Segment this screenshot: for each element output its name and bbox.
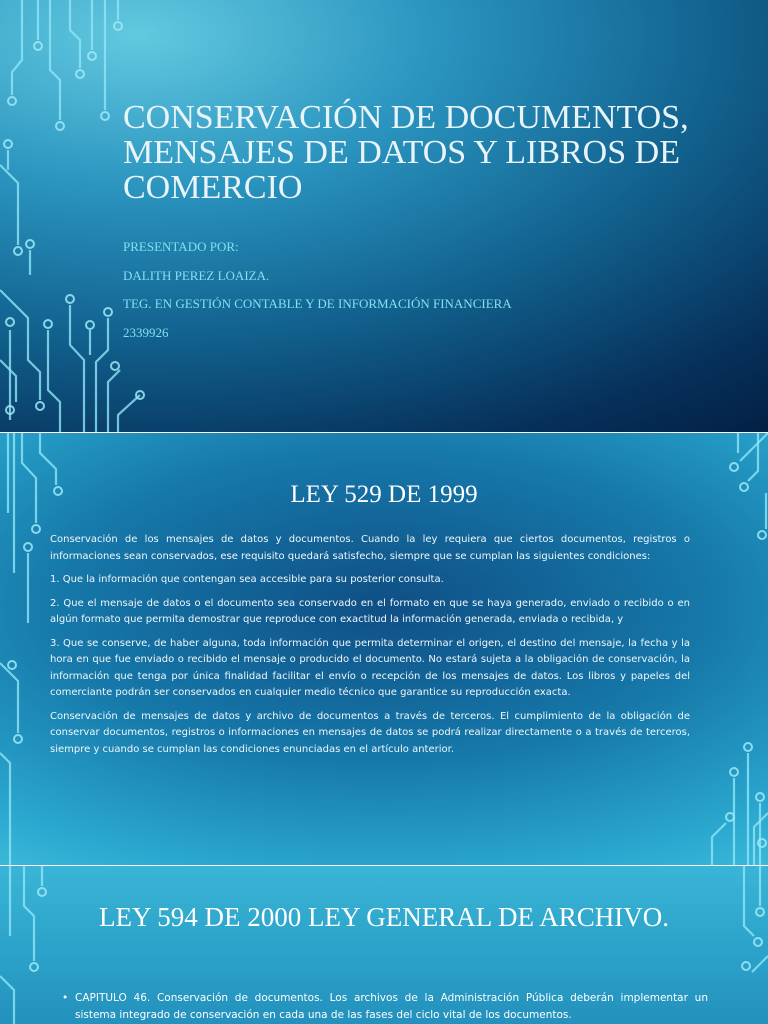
slide-heading: LEY 529 DE 1999	[290, 481, 478, 508]
slide-title-heading: CONSERVACIÓN DE DOCUMENTOS, MENSAJES DE DATOS Y LIBROS DE COMERCIO	[123, 99, 689, 206]
slide-title	[0, 0, 768, 432]
presenter-id: 2339926	[123, 324, 169, 340]
condition-3-paragraph: 3. Que se conserve, de haber alguna, toda información que permita determinar el origen, el destino del mensaje, la fecha y la hora en que fue enviado o recibido el mensaje o producido el documento. No estará sujeta a la obligación de conservación, la información que tenga por única finalidad facilitar el envío o recepción de los mensajes de datos. Los libros y papeles del comerciante podrán ser conservados en cualquier medio técnico que garantice su reproducción exacta.	[50, 637, 690, 698]
law-text	[50, 532, 690, 765]
third-party-paragraph: Conservación de mensajes de datos y archivo de documentos a través de terceros. El cumplimiento de la obligación de conservar documentos, registros o informaciones en mensajes de datos se podrá realizar directamente o a través de terceros, siempre y cuando se cumplan las condiciones enunciadas en el artículo anterior.	[50, 710, 690, 755]
presenter-name: DALITH PEREZ LOAIZA.	[123, 267, 270, 283]
condition-1-paragraph: 1. Que la información que contengan sea accesible para su posterior consulta.	[50, 574, 444, 585]
bullet-text: CAPITULO 46. Conservación de documentos. Los archivos de la Administración Pública deberán implementar un sistema integrado de conservación en cada una de las fases del ciclo vital de los documentos.	[75, 992, 708, 1021]
circuit-decoration-left	[0, 0, 150, 432]
bullet-list	[62, 990, 708, 1023]
condition-2-paragraph: 2. Que el mensaje de datos o el documento sea conservado en el formato en que se haya generado, enviado o recibido o en algún formato que permita demostrar que reproduce con exactitud la información generada, enviada o recibida, y	[50, 597, 690, 625]
slide-ley-529	[0, 433, 768, 865]
presenter-label: PRESENTADO POR:	[123, 239, 239, 254]
list-item	[62, 990, 708, 1023]
slide-ley-594	[0, 866, 768, 1024]
presenter-program: TEG. EN GESTIÓN CONTABLE Y DE INFORMACIÓN FINANCIERA	[123, 296, 512, 311]
slide-heading: LEY 594 DE 2000 LEY GENERAL DE ARCHIVO.	[99, 902, 669, 932]
law-intro-paragraph: Conservación de los mensajes de datos y documentos. Cuando la ley requiera que ciertos documentos, registros o informaciones sean conservados, ese requisito quedará satisfecho, siempre que se cumplan las siguientes condiciones:	[50, 534, 690, 562]
bullet-icon: •	[62, 992, 69, 1004]
presenter-info	[123, 233, 743, 347]
